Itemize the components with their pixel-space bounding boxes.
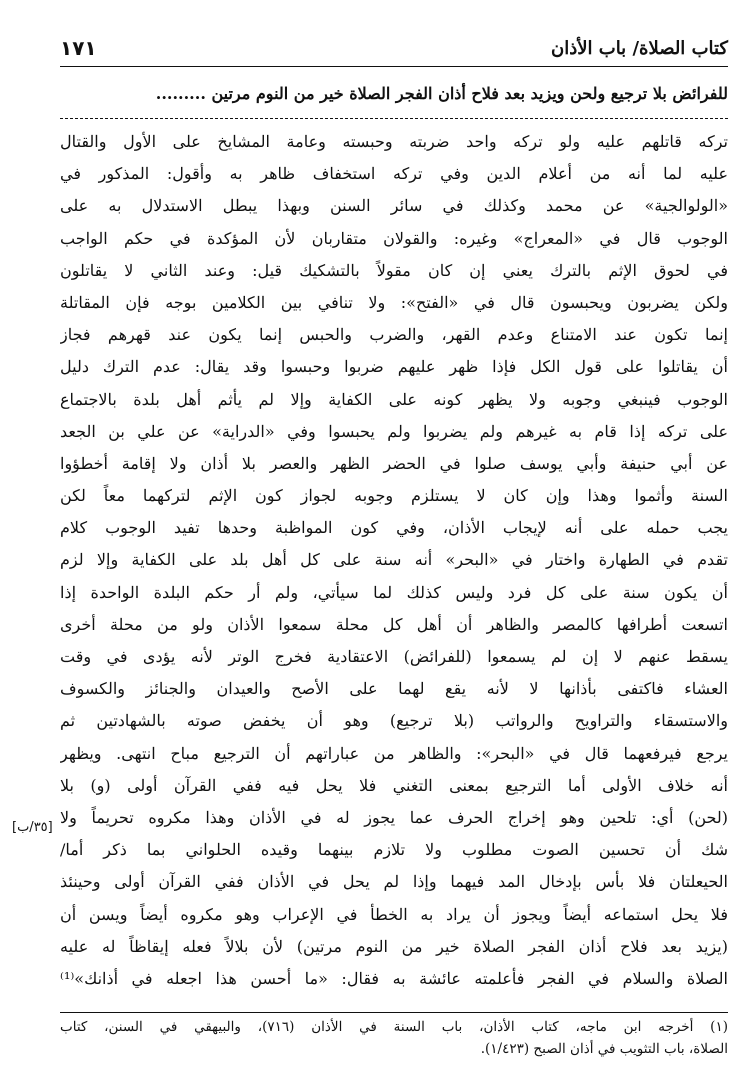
body-line: فلا يحل استماعه أيضاً ويجوز أن يراد به الخطأ في الإعراب وهو مكروه أيضاً ويسن أن bbox=[60, 904, 728, 924]
body-line: الوجوب قال في «المعراج» وغيره: والقولان متقاربان لأن المؤكدة في حكم الواجب bbox=[60, 228, 728, 248]
body-line: الصلاة والسلام في الفجر فأعلمته عائشة به فقال: «ما أحسن هذا اجعله في أذانك»⁽¹⁾ bbox=[60, 968, 728, 988]
matn-dots: ......... bbox=[155, 84, 206, 103]
body-line: يجب حمله على أنه لإيجاب الأذان، وفي كون المواظبة وحدها تفيد الوجوب كلام bbox=[60, 518, 728, 538]
body-line: تركه قاتلهم عليه ولو تركه واحد ضربته وحبسته وعامة المشايخ على الأول والقتال bbox=[60, 132, 728, 151]
matn-text: للفرائض بلا ترجيع ولحن ويزيد بعد فلاح أذان الفجر الصلاة خير من النوم مرتين bbox=[211, 84, 728, 103]
body-line: في لحوق الإثم بالترك يعني إن كان مقولاً بالتشكيك قيل: وعند الثاني لا يقاتلون bbox=[60, 260, 728, 280]
body-line: (يزيد بعد فلاح أذان الفجر الصلاة خير من النوم مرتين) لأن بلالاً فعله إيقاظاً له عليه bbox=[60, 936, 728, 956]
body-line: يسقط عنهم لا إن لم يسمعوا (للفرائض) الاعتقادية فخرج الوتر لأنه يؤدى في وقت bbox=[60, 647, 728, 666]
page-number: ١٧١ bbox=[60, 36, 97, 60]
body-line: إنما تكون عند الامتناع وعدم القهر، والضرب والحبس إنما يكون عند قهرهم فجاز bbox=[60, 325, 728, 345]
body-line: الحيعلتان فلا بأس بإدخال المد فيهما وإذا لم يحل في الأذان ففي القرآن أولى وحينئذ bbox=[60, 872, 728, 892]
body-line: أنه خلاف الأولى أما الترجيع بمعنى التغني فلا يحل فيه ففي القرآن أولى (و) بلا bbox=[60, 775, 728, 795]
body-line: الوجوب فينبغي وجوبه ولا يظهر كونه على الكفاية وإلا لم يأثم أهل بلدة بالاجتماع bbox=[60, 389, 728, 409]
commentary-body bbox=[60, 126, 728, 995]
body-line: عن أبي حنيفة وأبي يوسف صلوا في الحضر الظهر والعصر بلا أذان ولا إقامة أخطؤوا bbox=[60, 453, 728, 473]
footnote-line: (١) أخرجه ابن ماجه، كتاب الأذان، باب السنة في الأذان (٧١٦)، والبيهقي في السنن، كتاب bbox=[60, 1019, 728, 1035]
body-line: تقدم في الطهارة واختار في «البحر» أنه سنة على كل أهل بلد على الكفاية وإلا لزم bbox=[60, 550, 728, 570]
header-rule bbox=[60, 66, 728, 67]
footnote-rule bbox=[60, 1012, 728, 1013]
running-title: كتاب الصلاة/ باب الأذان bbox=[550, 37, 728, 59]
body-line: يرجع فيرفعهما قال في «البحر»: والظاهر من عباراتهم أن الترجيع مباح انتهى. ويظهر bbox=[60, 743, 728, 763]
matn-separator bbox=[60, 118, 728, 119]
body-line: أن يكون سنة على كل فرد وليس كذلك لما سيأتي، ولم أر حكم البلدة الواحدة إذا bbox=[60, 582, 728, 602]
body-line: أن يقاتلوا على قول الكل فإذا ظهر عليهم ضربوا وحبسوا وقد يقال: عدم الترك دليل bbox=[60, 357, 728, 377]
body-line: السنة وأثموا وهذا وإن كان لا يستلزم وجوبه لجواز كون الإثم لتركهما معاً لكن bbox=[60, 486, 728, 506]
body-line: شك أن تحسين الصوت مطلوب ولا تلازم بينهما وقيده الحلواني بما ذكر أما/ bbox=[60, 840, 728, 860]
page-header bbox=[60, 30, 728, 66]
body-line: «الولوالجية» عن محمد وكذلك في سائر السنن وبهذا يبطل الاستدلال به على bbox=[60, 196, 728, 216]
body-line: ولكن يضربون ويحبسون قال في «الفتح»: ولا تنافي بين الكلامين بوجه فإن المقاتلة bbox=[60, 292, 728, 312]
footnotes bbox=[60, 1016, 728, 1060]
body-line: العشاء فاكتفى بأذانها لا لأنه يقع لهما على الأصح والعيدان والجنائز والكسوف bbox=[60, 679, 728, 699]
matn-line bbox=[60, 80, 728, 108]
body-line: عليه لما أنه من أعلام الدين وفي تركه استخفاف ظاهر به وأقول: المذكور في bbox=[60, 164, 728, 184]
body-line: (لحن) أي: تلحين وهو إخراج الحرف عما يجوز له في الأذان وهذا مكروه تحريماً ولا bbox=[60, 807, 728, 827]
manuscript-folio-marker: [٣٥/ب] bbox=[12, 820, 53, 835]
footnote-line: الصلاة، باب التثويب في أذان الصبح (١/٤٢٣). bbox=[480, 1041, 728, 1057]
body-line: على تركه إذا قام به غيرهم ولم يضربوا ولم يحبسوا وفي «الدراية» عن علي بن الجعد bbox=[60, 421, 728, 441]
body-line: اتسعت أطرافها كالمصر والظاهر أن أهل كل محلة سمعوا الأذان ولو من محلة أخرى bbox=[60, 614, 728, 634]
body-line: والاستسقاء والتراويح والرواتب (بلا ترجيع) وهو أن يخفض صوته بالشهادتين ثم bbox=[60, 711, 728, 731]
